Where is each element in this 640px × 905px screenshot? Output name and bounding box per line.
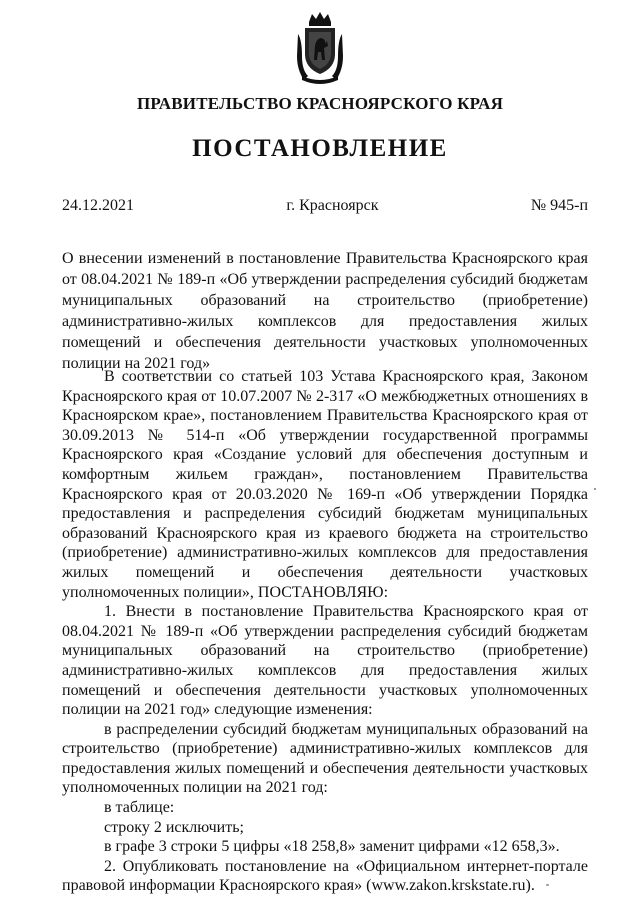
government-name: ПРАВИТЕЛЬСТВО КРАСНОЯРСКОГО КРАЯ	[136, 94, 504, 113]
item-2-paragraph: 2. Опубликовать постановление на «Официальном интернет-портале правовой информации Красноярского края» (www.zakon.krskstate.ru).	[62, 857, 588, 895]
in-table-line: в таблице:	[104, 799, 175, 817]
document-type: ПОСТАНОВЛЕНИЕ	[192, 135, 448, 162]
replace-line: в графе 3 строки 5 цифры «18 258,8» заменит цифрами «12 658,3».	[104, 838, 560, 856]
scan-artifact	[546, 884, 549, 886]
item-1-sub-paragraph: в распределении субсидий бюджетам муниципальных образований на строительство (приобретение) административно-жилых комплексов для предоставления жилых помещений и обеспечения деятельности участковых уполномоченных полиции на 2021 год:	[62, 720, 588, 797]
coat-of-arms-icon	[296, 10, 344, 84]
scan-artifact	[594, 488, 596, 490]
document-body	[62, 367, 588, 896]
document-meta	[62, 197, 588, 215]
row-delete-line: строку 2 исключить;	[104, 818, 244, 836]
preamble-paragraph: В соответствии со статьей 103 Устава Красноярского края, Законом Красноярского края от 10.07.2007 № 2-317 «О межбюджетных отношениях в Красноярском крае», постановлением Правительства Красноярского края от 30.09.2013 № 514-п «Об утверждении государственной программы Красноярского края «Создание условий для обеспечения доступным и комфортным жильем граждан», постановлением Правительства Красноярского края от 20.03.2020 № 169-п «Об утверждении Порядка предоставления и распределения субсидий бюджетам муниципальных образований Красноярского края из краевого бюджета на строительство (приобретение) административно-жилых комплексов для предоставления жилых помещений и обеспечения деятельности участковых уполномоченных полиции», ПОСТАНОВЛЯЮ:	[62, 368, 588, 601]
document-city: г. Красноярск	[286, 197, 379, 214]
document-date: 24.12.2021	[62, 197, 134, 214]
item-1-paragraph: 1. Внести в постановление Правительства Красноярского края от 08.04.2021 № 189-п «Об утверждении распределения субсидий бюджетам муниципальных образований на строительство (приобретение) административно-жилых комплексов для предоставления жилых помещений и обеспечения деятельности участковых уполномоченных полиции на 2021 год» следующие изменения:	[62, 603, 588, 719]
document-title: О внесении изменений в постановление Правительства Красноярского края от 08.04.2021 № 189-п «Об утверждении распределения субсидий бюджетам муниципальных образований на строительство (приобретение) административно-жилых комплексов для предоставления жилых помещений и обеспечения деятельности участковых уполномоченных полиции на 2021 год»	[62, 250, 588, 372]
document-number: № 945-п	[530, 197, 588, 214]
